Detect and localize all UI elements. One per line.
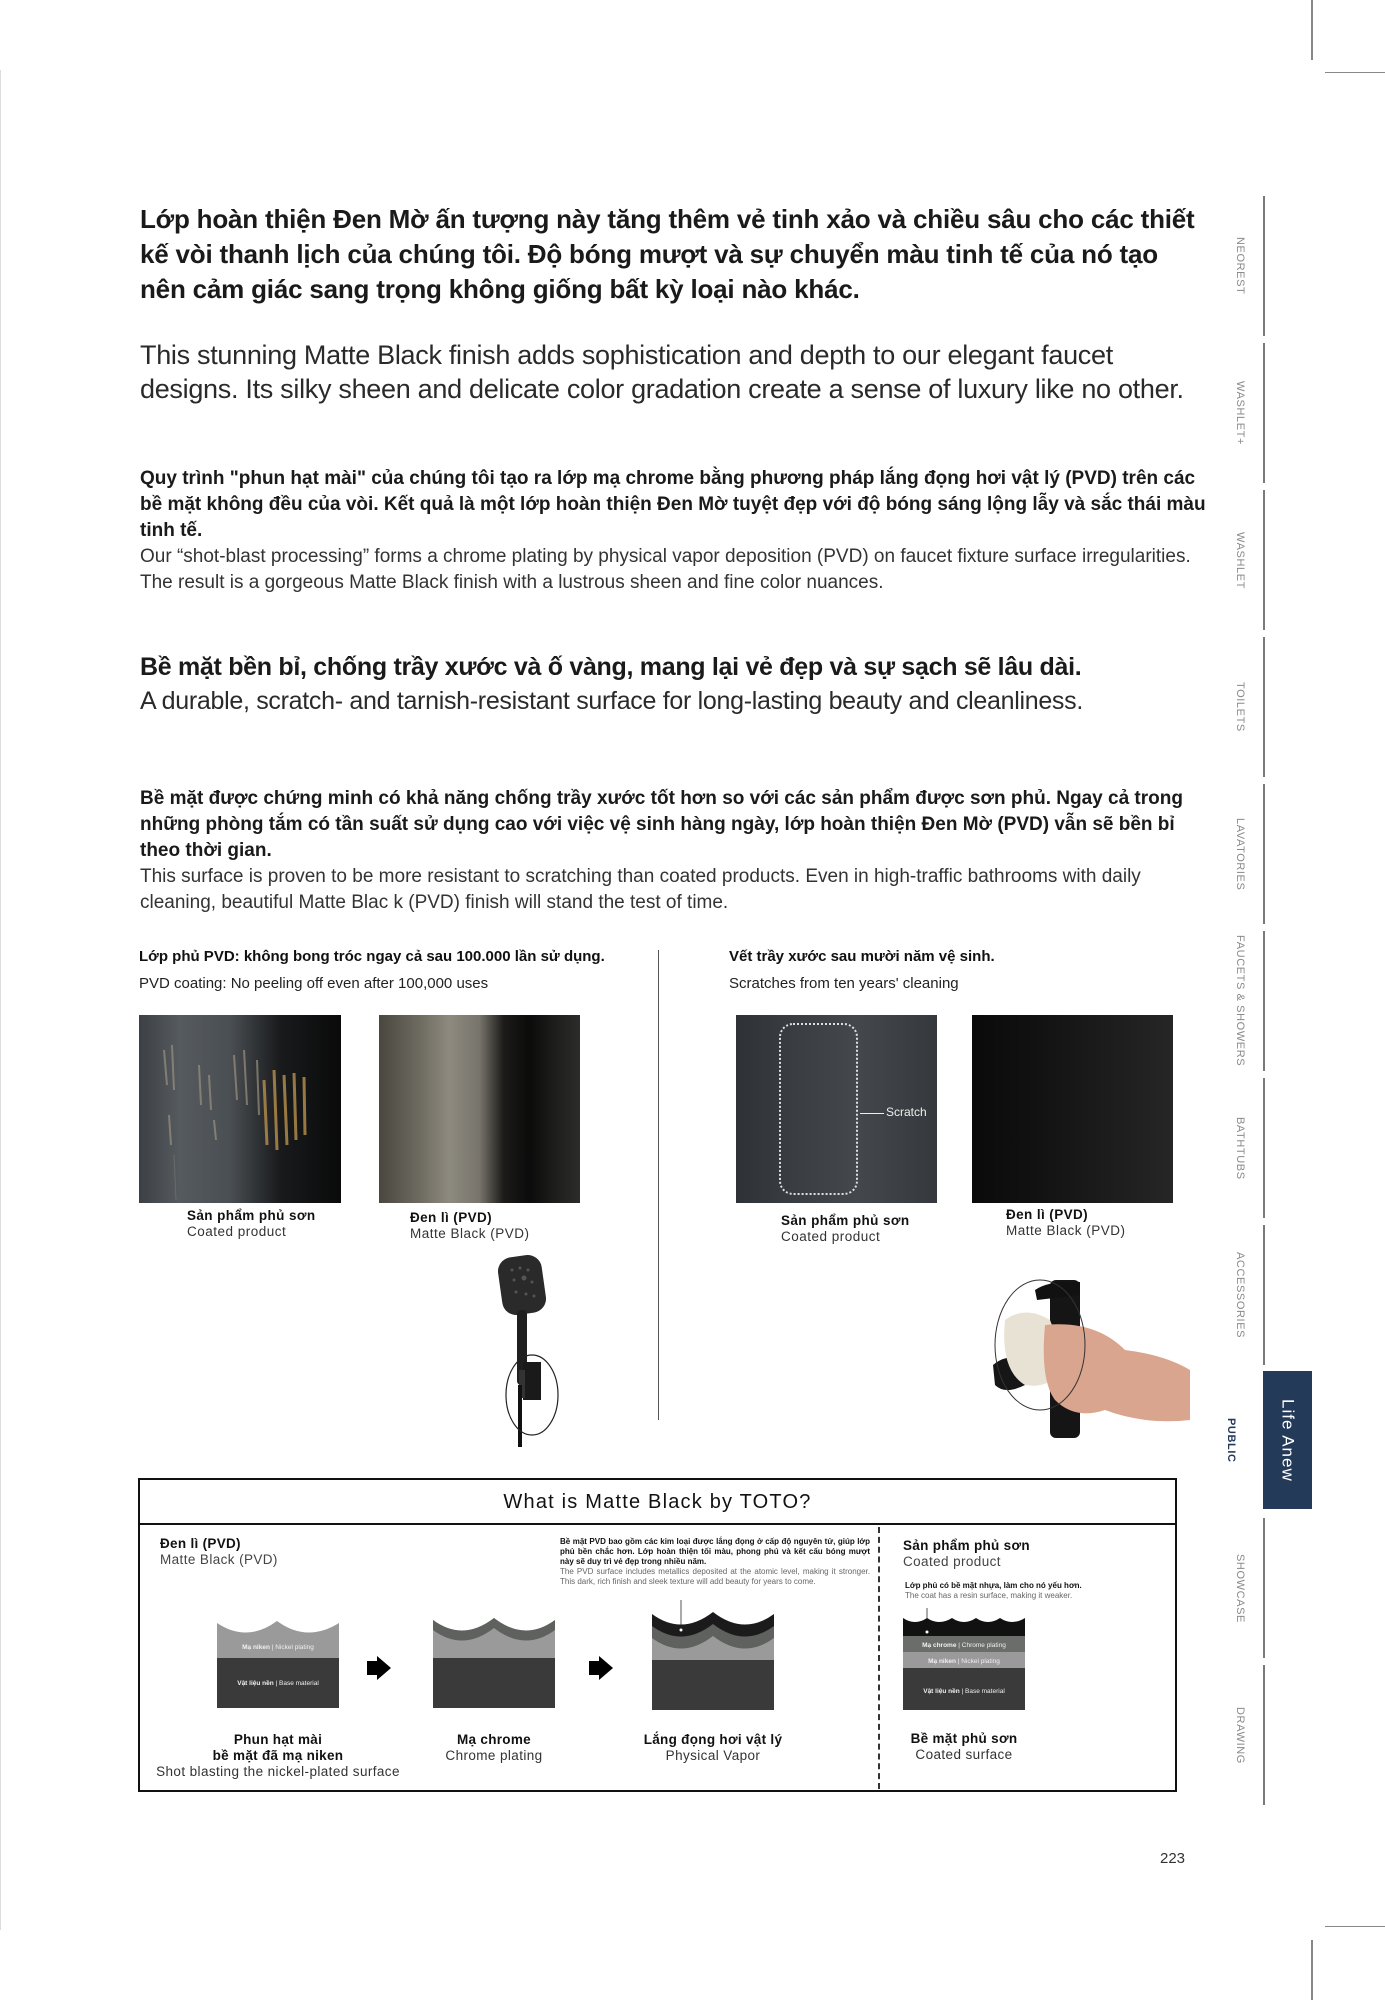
caption-vi: Đen lì (PVD) <box>1006 1207 1089 1222</box>
arrow-right-icon-stem <box>589 1661 601 1675</box>
caption-en: Coated product <box>781 1229 881 1244</box>
coated-label-en: Coated product <box>903 1554 1001 1569</box>
side-nav-accessories[interactable] <box>1205 1225 1275 1365</box>
arrow-right-icon <box>599 1656 613 1680</box>
svg-text:Mạ chrome | Chrome plating: Mạ chrome | Chrome plating <box>922 1642 1006 1649</box>
coated-peeling-photo <box>139 1015 341 1203</box>
peeling-title-en: PVD coating: No peeling off even after 100,000 uses <box>139 975 489 992</box>
pvd-note-vi: Bề mặt PVD bao gồm các kim loại được lắng đọng ở cấp độ nguyên tử, giúp lớp phủ bền chắc hơn. Lớp hoàn thiện tối màu, phong phú và kết cấu bóng mượt này sẽ duy trì vẻ đẹp trong nhiều năm. <box>560 1537 870 1566</box>
pvd-caption-right <box>1006 1207 1126 1239</box>
stage-title-en: Coated surface <box>915 1747 1013 1762</box>
svg-text:Mạ niken | Nickel plating: Mạ niken | Nickel plating <box>242 1644 314 1651</box>
durable-text-vi: Bề mặt được chứng minh có khả năng chống trầy xước tốt hơn so với các sản phẩm được sơn phủ. Ngay cả trong những phòng tắm có tần suất sử dụng cao với việc vệ sinh hàng ngày, lớp hoàn thiện Đen Mờ (PVD) vẫn sẽ bền bỉ theo thời gian. <box>140 788 1183 861</box>
side-nav-label: TOILETS <box>1234 682 1246 732</box>
coated-note-en: The coat has a resin surface, making it weaker. <box>905 1591 1073 1600</box>
side-nav-label: WASHLET+ <box>1234 381 1246 445</box>
stage-title-vi: Mạ chrome <box>457 1732 531 1747</box>
pvd-clean-photo <box>972 1015 1173 1203</box>
faucet-cleaning-image <box>955 1260 1205 1440</box>
durable-text-en: This surface is proven to be more resistant to scratching than coated products. Even in high-traffic bathrooms with daily cleaning, beautiful Matte Blac k (PVD) finish will stand the test of time. <box>140 866 1141 913</box>
stage-title-en: Physical Vapor <box>665 1748 761 1763</box>
pvd-label <box>160 1536 278 1568</box>
crop-mark <box>0 70 1 1930</box>
caption-vi: Đen lì (PVD) <box>410 1210 493 1225</box>
process-text-vi: Quy trình "phun hạt mài" của chúng tôi tạo ra lớp mạ chrome bằng phương pháp lắng đọng hơi vật lý (PVD) trên các bề mặt không đều của vòi. Kết quả là một lớp hoàn thiện Đen Mờ tuyệt đẹp với độ bóng sáng lộng lẫy và sắc thái màu tinh tế. <box>140 468 1206 541</box>
side-nav-life-anew-active[interactable] <box>1263 1371 1312 1509</box>
side-nav-bar <box>1263 1518 1265 1658</box>
side-nav-bar <box>1263 1225 1265 1365</box>
coated-label-vi: Sản phẩm phủ sơn <box>903 1538 1030 1553</box>
stage-pvd <box>613 1732 813 1764</box>
side-nav-public-label <box>1225 1418 1237 1468</box>
peeling-title-vi: Lớp phủ PVD: không bong tróc ngay cả sau 100.000 lần sử dụng. <box>139 948 605 965</box>
page-number: 223 <box>1160 1850 1186 1867</box>
side-nav-bar <box>1263 490 1265 630</box>
pvd-label-vi: Đen lì (PVD) <box>160 1536 241 1551</box>
side-nav-label: ACCESSORIES <box>1234 1251 1246 1339</box>
side-nav-washlet[interactable] <box>1205 490 1275 630</box>
arrow-right-icon <box>377 1656 391 1680</box>
stage-title-en: Chrome plating <box>445 1748 543 1763</box>
side-nav-toilets[interactable] <box>1205 637 1275 777</box>
coated-note <box>905 1581 1135 1601</box>
crop-mark <box>1311 0 1313 60</box>
side-nav-label: LAVATORIES <box>1234 817 1246 891</box>
side-nav-label: NEOREST <box>1234 237 1246 295</box>
side-nav-label: SHOWCASE <box>1234 1553 1246 1623</box>
side-nav-neorest[interactable] <box>1205 196 1275 336</box>
matte-box-title: What is Matte Black by TOTO? <box>140 1480 1175 1525</box>
side-nav-faucets-showers[interactable] <box>1205 931 1275 1071</box>
side-nav-bar <box>1263 343 1265 483</box>
side-nav-active-label: Life Anew <box>1278 1398 1298 1482</box>
coated-scratch-photo <box>736 1015 937 1203</box>
side-nav-bathtubs[interactable] <box>1205 1078 1275 1218</box>
coated-caption-right <box>781 1213 910 1245</box>
intro-lead-en: This stunning Matte Black finish adds sophistication and depth to our elegant faucet designs. Its silky sheen and delicate color gradation create a sense of luxury like no other. <box>140 340 1184 404</box>
caption-vi: Sản phẩm phủ sơn <box>187 1208 316 1223</box>
scratch-title-en: Scratches from ten years' cleaning <box>729 975 959 992</box>
side-nav-bar <box>1263 1078 1265 1218</box>
stage-chrome-plating <box>394 1732 594 1764</box>
coated-layer-diagram <box>903 1608 1025 1710</box>
side-nav-showcase[interactable] <box>1205 1518 1275 1658</box>
side-nav-bar <box>1263 637 1265 777</box>
intro-heading-vi: Lớp hoàn thiện Đen Mờ ấn tượng này tăng thêm vẻ tinh xảo và chiều sâu cho các thiết kế vòi thanh lịch của chúng tôi. Độ bóng mượt và sự chuyển màu tinh tế của nó tạo nên cảm giác sang trọng không giống bất kỳ loại nào khác. <box>140 204 1195 304</box>
coated-caption-left <box>187 1208 316 1240</box>
side-nav-bar <box>1263 1665 1265 1805</box>
matte-black-info-box <box>138 1478 1177 1792</box>
peeling-scratches-icon <box>139 1015 341 1203</box>
hand-shower-image <box>490 1250 590 1450</box>
stage-title-vi: Bề mặt phủ sơn <box>910 1731 1018 1746</box>
svg-text:Vật liệu nền | Base material: Vật liệu nền | Base material <box>237 1680 319 1687</box>
column-divider <box>658 950 659 1420</box>
scratch-outline <box>779 1023 858 1195</box>
nickel-layer-diagram <box>217 1618 339 1708</box>
side-nav-bar <box>1263 196 1265 336</box>
crop-mark <box>1325 1926 1385 1927</box>
stage-title-en: Shot blasting the nickel-plated surface <box>156 1764 400 1779</box>
coated-note-vi: Lớp phủ có bề mặt nhựa, làm cho nó yếu hơn. <box>905 1581 1082 1590</box>
process-section <box>140 466 1210 596</box>
stage-title-vi: Phun hạt mài <box>233 1732 323 1747</box>
stage-coated-surface <box>864 1731 1064 1763</box>
side-nav-drawing[interactable] <box>1205 1665 1275 1805</box>
arrow-right-icon-stem <box>367 1661 379 1675</box>
scratch-title-vi: Vết trầy xước sau mười năm vệ sinh. <box>729 948 995 965</box>
pvd-layer-diagram <box>652 1600 774 1710</box>
pvd-caption-left <box>410 1210 530 1242</box>
durable-heading <box>140 650 1210 718</box>
side-nav-washlet-plus[interactable] <box>1205 343 1275 483</box>
caption-en: Matte Black (PVD) <box>1006 1223 1126 1238</box>
caption-vi: Sản phẩm phủ sơn <box>781 1213 910 1228</box>
pvd-note-en: The PVD surface includes metallics deposited at the atomic level, making it stronger. This dark, rich finish and sleek texture will add beauty for years to come. <box>560 1567 870 1586</box>
side-nav-lavatories[interactable] <box>1205 784 1275 924</box>
stage-title-vi: Lắng đọng hơi vật lý <box>643 1732 783 1747</box>
stage-shot-blasting <box>143 1732 413 1780</box>
side-nav-label: FAUCETS & SHOWERS <box>1234 935 1246 1067</box>
side-nav-bar <box>1263 784 1265 924</box>
side-nav-label: DRAWING <box>1234 1706 1246 1764</box>
pvd-label-en: Matte Black (PVD) <box>160 1552 278 1567</box>
scratch-label: Scratch <box>886 1105 927 1119</box>
stage-title-vi-2: bề mặt đã mạ niken <box>212 1748 344 1763</box>
chrome-layer-diagram <box>433 1616 555 1708</box>
crop-mark <box>1311 1940 1313 2000</box>
caption-en: Matte Black (PVD) <box>410 1226 530 1241</box>
caption-en: Coated product <box>187 1224 287 1239</box>
svg-text:Mạ niken | Nickel plating: Mạ niken | Nickel plating <box>928 1658 1000 1665</box>
durable-heading-en: A durable, scratch- and tarnish-resistant surface for long-lasting beauty and cleanliness. <box>140 687 1083 715</box>
crop-mark <box>1325 72 1385 73</box>
pvd-smooth-photo <box>379 1015 580 1203</box>
side-nav-label: WASHLET <box>1234 531 1246 589</box>
coated-label <box>903 1538 1030 1570</box>
process-text-en: Our “shot-blast processing” forms a chrome plating by physical vapor deposition (PVD) on faucet fixture surface irregularities. The result is a gorgeous Matte Black finish with a lustrous sheen and fine color nuances. <box>140 546 1191 593</box>
pvd-note <box>560 1537 870 1587</box>
durable-heading-vi: Bề mặt bền bỉ, chống trầy xước và ố vàng, mang lại vẻ đẹp và sự sạch sẽ lâu dài. <box>140 653 1082 681</box>
side-nav-label: BATHTUBS <box>1234 1116 1246 1180</box>
side-nav-bar <box>1263 931 1265 1071</box>
durable-section <box>140 786 1210 916</box>
side-nav-sub-label: PUBLIC <box>1225 1418 1237 1463</box>
svg-text:Vật liệu nền | Base material: Vật liệu nền | Base material <box>923 1688 1005 1695</box>
scratch-pointer-line <box>860 1113 884 1114</box>
